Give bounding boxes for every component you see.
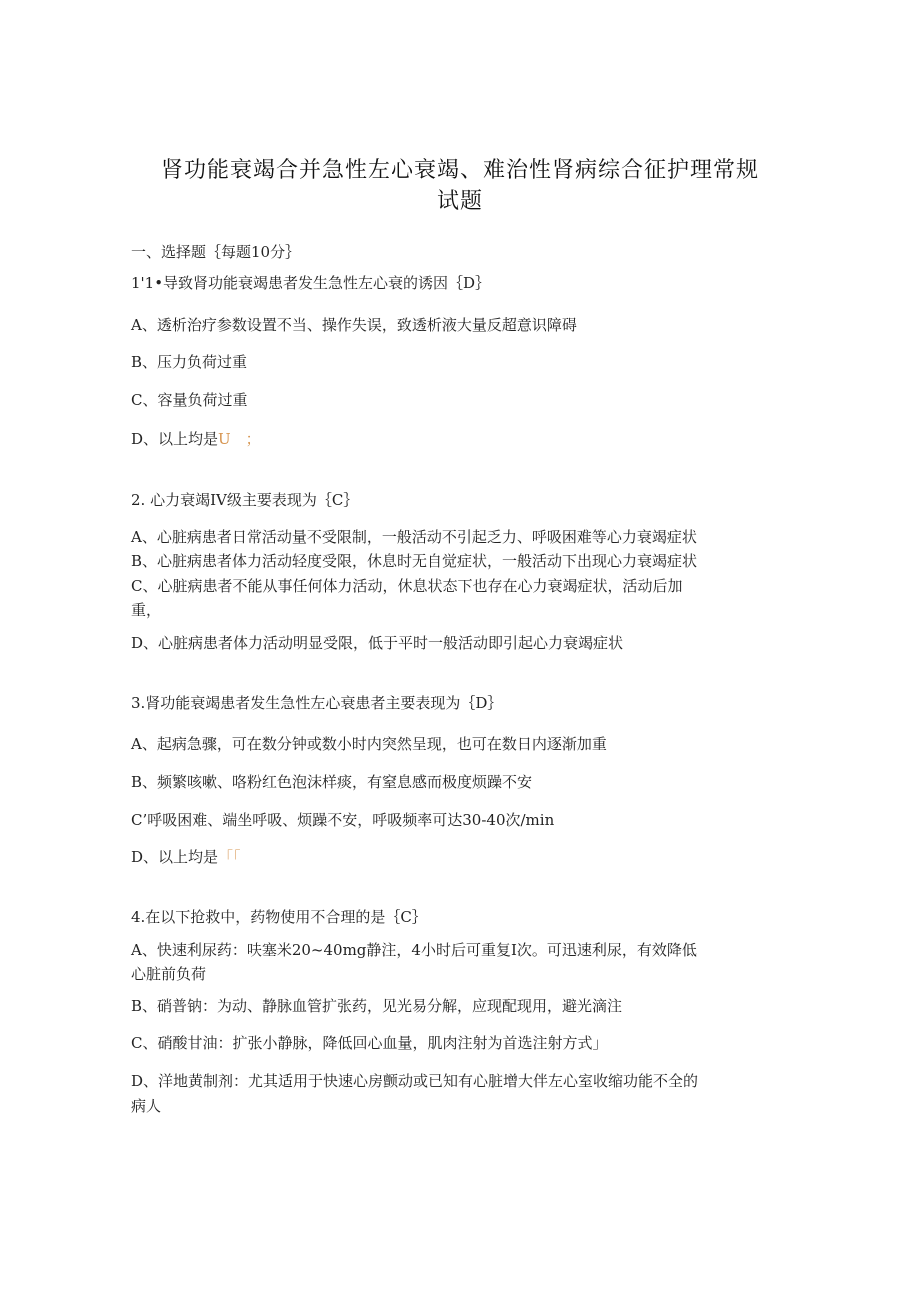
question-2-stem: 2. 心力衰竭IV级主要表现为｛C｝ bbox=[131, 491, 359, 509]
title-line-1: 肾功能衰竭合并急性左心衰竭、难治性肾病综合征护理常规 bbox=[160, 158, 759, 183]
question-3-option-d bbox=[131, 845, 791, 869]
question-2-option-c-cont: 重， bbox=[131, 601, 162, 619]
question-4-option-c: C、硝酸甘油：扩张小静脉，降低回心血量，肌肉注射为首选注射方式」 bbox=[131, 1034, 608, 1052]
document-title bbox=[130, 155, 790, 217]
question-3-option-b: B、频繁咳嗽、咯粉红色泡沫样痰，有窒息感而极度烦躁不安 bbox=[131, 773, 533, 791]
question-4-option-d: D、洋地黄制剂：尤其适用于快速心房颤动或已知有心脏增大伴左心室收缩功能不全的 bbox=[131, 1072, 699, 1090]
question-1-option-c: C、容量负荷过重 bbox=[131, 391, 248, 409]
question-1-option-a: A、透析治疗参数设置不当、操作失误，致透析液大量反超意识障碍 bbox=[131, 316, 577, 334]
question-4-option-a: A、快速利尿药：呋塞米20~40mg静注，4小时后可重复I次。可迅速利尿，有效降低 bbox=[131, 941, 697, 959]
question-2-option-b: B、心脏病患者体力活动轻度受限，休息时无自觉症状，一般活动下出现心力衰竭症状 bbox=[131, 552, 698, 570]
question-2-option-c: C、心脏病患者不能从事任何体力活动，休息状态下也存在心力衰竭症状，活动后加 bbox=[131, 577, 683, 595]
question-3-option-c: C’呼吸困难、端坐呼吸、烦躁不安，呼吸频率可达30-40次/min bbox=[131, 811, 555, 829]
question-3-option-a: A、起病急骤，可在数分钟或数小时内突然呈现，也可在数日内逐渐加重 bbox=[131, 735, 607, 753]
question-4-stem: 4.在以下抢救中，药物使用不合理的是｛C｝ bbox=[131, 908, 427, 926]
question-4-option-a-cont: 心脏前负荷 bbox=[131, 965, 207, 983]
option-d-text: D、以上均是 bbox=[131, 430, 219, 448]
option-d-mark: 「「 bbox=[218, 848, 241, 866]
title-line-2: 试题 bbox=[436, 189, 483, 214]
option-d-mark: U ； bbox=[218, 430, 261, 448]
question-1-option-b: B、压力负荷过重 bbox=[131, 353, 248, 371]
option-d-text: D、以上均是 bbox=[131, 848, 219, 866]
question-3-stem: 3.肾功能衰竭患者发生急性左心衰患者主要表现为｛D｝ bbox=[131, 694, 503, 712]
question-1-option-d bbox=[131, 427, 791, 451]
question-4-option-b: B、硝普钠：为动、静脉血管扩张药，见光易分解，应现配现用，避光滴注 bbox=[131, 997, 623, 1015]
question-2-option-d: D、心脏病患者体力活动明显受限，低于平时一般活动即引起心力衰竭症状 bbox=[131, 634, 624, 652]
question-1-stem: 1'1•导致肾功能衰竭患者发生急性左心衰的诱因｛D｝ bbox=[131, 274, 491, 292]
question-4-option-d-cont: 病人 bbox=[131, 1097, 162, 1115]
section-heading: 一、选择题｛每题10分｝ bbox=[131, 243, 301, 261]
question-2-option-a: A、心脏病患者日常活动量不受限制，一般活动不引起乏力、呼吸困难等心力衰竭症状 bbox=[131, 528, 697, 546]
